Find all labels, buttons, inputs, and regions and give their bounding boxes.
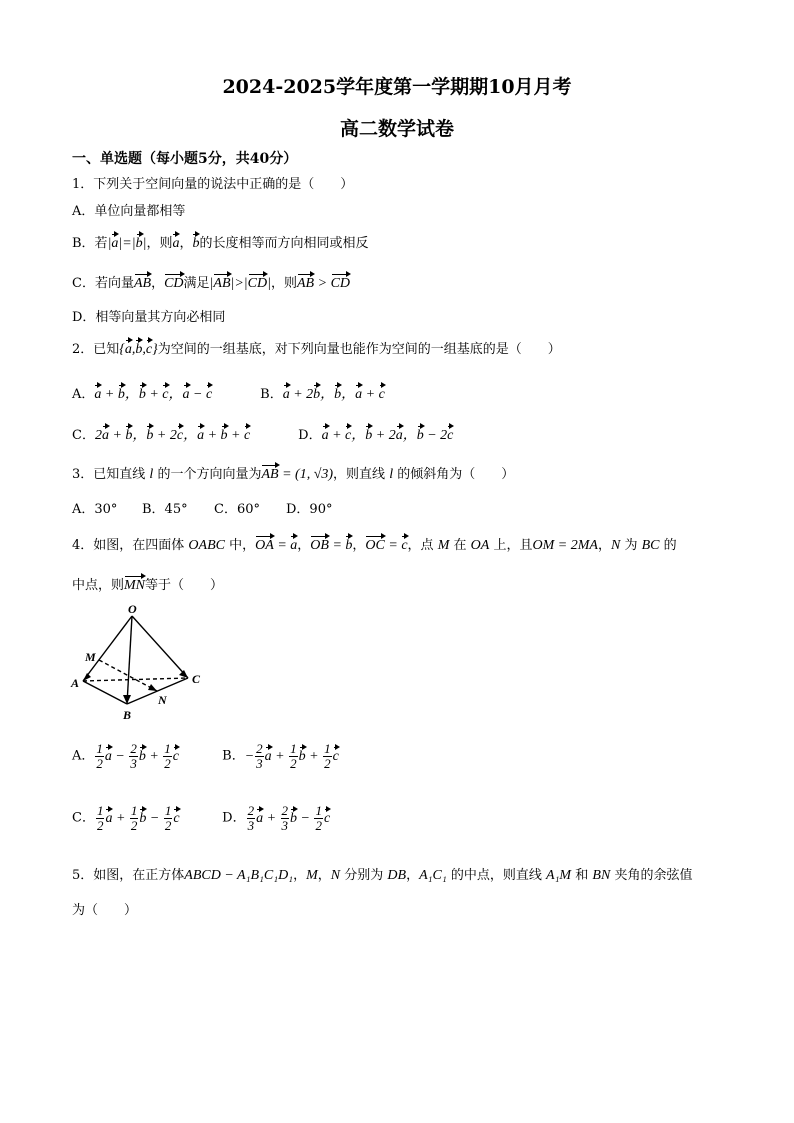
point-N: N bbox=[330, 868, 341, 883]
vector-AB: AB bbox=[297, 273, 314, 292]
vector-b: b bbox=[139, 746, 146, 765]
tetrahedron-figure bbox=[66, 602, 216, 724]
q4-d-label: D． bbox=[222, 810, 246, 826]
q4-mid4: 上，且 bbox=[493, 538, 533, 553]
vector-a: a bbox=[355, 384, 362, 403]
arrow-OA bbox=[83, 673, 91, 681]
vector-a: a bbox=[256, 808, 263, 827]
q4-mid3: 在 bbox=[453, 538, 467, 553]
edge-AB bbox=[83, 681, 127, 704]
q1-option-a: A．单位向量都相等 bbox=[72, 204, 186, 219]
q1-b-mid: ，则 bbox=[146, 236, 173, 251]
point-M: M bbox=[306, 868, 318, 883]
q4-option-a: A． $\frac{1}{2}$ a − $\frac{2}{3}$ b + $\frac{1}{2}$ c bbox=[72, 741, 180, 771]
q4-pre: 4．如图，在四面体 bbox=[72, 538, 185, 553]
cube-name: ABCD − A₁B₁C₁D₁ bbox=[184, 868, 294, 883]
label-M: M bbox=[85, 650, 96, 664]
q4-c-label: C． bbox=[72, 810, 95, 826]
q5-mid5: 夹角的余弦值 bbox=[614, 868, 693, 883]
q3-options bbox=[72, 498, 332, 517]
q4-equation: OM = 2MA bbox=[532, 538, 598, 553]
vector-a: a bbox=[94, 384, 101, 403]
q2-options-cd bbox=[72, 424, 453, 444]
vector-b: b bbox=[139, 384, 146, 403]
q5-pre: 5．如图，在正方体 bbox=[72, 868, 185, 883]
q4-stem-line2 bbox=[72, 574, 223, 594]
q4-stem-line1: 4．如图，在四面体 OABC 中，OA = a，OB = b，OC = c，点 M 在 OA 上，且OM = 2MA，N 为 BC 的 bbox=[72, 534, 677, 554]
segment-BC: BC bbox=[641, 538, 660, 553]
vector-b: b bbox=[290, 808, 297, 827]
q3-stem: 3．已知直线 l 的一个方向向量为AB = (1, √3)，则直线 l 的倾斜角为（ ） bbox=[72, 463, 514, 483]
vector-b: b bbox=[313, 384, 320, 403]
vector-c: c bbox=[162, 384, 168, 403]
q2-stem: 2．已知{a,b,c}为空间的一组基底，对下列向量也能作为空间的一组基底的是（ ） bbox=[72, 338, 561, 358]
label-O: O bbox=[128, 602, 137, 616]
vector-a: a bbox=[105, 808, 112, 827]
q2-d-label: D． bbox=[298, 428, 322, 443]
q1-c-mid: 满足 bbox=[183, 276, 210, 291]
q5-mid2: 分别为 bbox=[344, 868, 384, 883]
q4-option-c: C． $\frac{1}{2}$ a + $\frac{1}{2}$ b − $\frac{1}{2}$ c bbox=[72, 803, 180, 833]
q4-option-b: B．− $\frac{2}{3}$ a + $\frac{1}{2}$ b + $\frac{1}{2}$ c bbox=[222, 741, 339, 771]
vector-c: c bbox=[177, 425, 183, 444]
vector-CD: CD bbox=[331, 273, 350, 292]
vector-c: c bbox=[324, 808, 330, 827]
q4-mid2: ，点 bbox=[407, 538, 434, 553]
arrowheads bbox=[83, 670, 188, 704]
vector-CD: CD bbox=[164, 273, 183, 292]
vector-AB: AB bbox=[261, 464, 278, 483]
vector-CD: CD bbox=[248, 273, 267, 292]
q1-c-pre: C．若向量 bbox=[72, 276, 134, 291]
vector-a: a bbox=[105, 746, 112, 765]
vector-c: c bbox=[146, 339, 152, 358]
q1-option-c: C．若向量AB，CD满足|AB|>|CD|，则AB > CD bbox=[72, 272, 350, 292]
vector-b: b bbox=[365, 425, 372, 444]
q2-option-b: B．a + 2b，b，a + c bbox=[260, 383, 385, 403]
q4-option-d: D． $\frac{2}{3}$ a + $\frac{2}{3}$ b − $\frac{1}{2}$ c bbox=[222, 803, 331, 833]
vector-b: b bbox=[136, 233, 143, 252]
q4-mid1: 中， bbox=[229, 538, 256, 553]
vector-b: b bbox=[146, 425, 153, 444]
vector-c: c bbox=[333, 746, 339, 765]
q4-options-ab bbox=[72, 742, 339, 771]
q2-options-ab bbox=[72, 383, 385, 403]
point-N: N bbox=[610, 538, 621, 553]
vector-a: a bbox=[265, 746, 272, 765]
edge-OB bbox=[127, 616, 132, 704]
line-l: l bbox=[149, 467, 154, 482]
q5-stem-line2: 为（ ） bbox=[72, 903, 138, 918]
vector-b: b bbox=[221, 425, 228, 444]
q3-pre: 3．已知直线 bbox=[72, 467, 146, 482]
vector-AB: AB bbox=[213, 273, 230, 292]
label-N: N bbox=[158, 693, 167, 707]
vector-c: c bbox=[244, 425, 250, 444]
q3-option-c: C．60° bbox=[214, 502, 260, 517]
q1-option-d: D．相等向量其方向必相同 bbox=[72, 310, 226, 325]
q1-b-pre: B．若 bbox=[72, 236, 108, 251]
q3-post2: 的倾斜角为（ ） bbox=[397, 467, 515, 482]
q2-option-c: C．2a + b，b + 2c，a + b + c bbox=[72, 424, 294, 444]
vector-c: c bbox=[206, 384, 212, 403]
edge-OA bbox=[83, 616, 132, 681]
q5-mid3: 的中点，则直线 bbox=[450, 868, 542, 883]
q3-option-d: D．90° bbox=[286, 502, 333, 517]
vector-b: b bbox=[299, 746, 306, 765]
vector-b: b bbox=[345, 535, 352, 554]
label-B: B bbox=[123, 708, 132, 722]
vector-a: a bbox=[125, 339, 132, 358]
vector-a: a bbox=[102, 425, 109, 444]
arrow-OC bbox=[179, 670, 188, 678]
q4-a-label: A． bbox=[72, 748, 95, 764]
edge-OC bbox=[132, 616, 188, 678]
tetrahedron-edges bbox=[83, 616, 188, 704]
vector-c: c bbox=[345, 425, 351, 444]
line-A1M: A₁M bbox=[546, 868, 572, 883]
segment-OA: OA bbox=[470, 538, 490, 553]
q1-option-b: B．若|a|=|b|，则a，b的长度相等而方向相同或相反 bbox=[72, 232, 368, 252]
vector-a: a bbox=[283, 384, 290, 403]
vector-a: a bbox=[111, 233, 118, 252]
tetra-name: OABC bbox=[188, 538, 225, 553]
q4-line2-post: 等于（ ） bbox=[145, 578, 224, 593]
vector-c: c bbox=[173, 808, 179, 827]
vector-c: c bbox=[401, 535, 407, 554]
q4-b-label: B． bbox=[222, 748, 245, 764]
q4-mid6: 为 bbox=[624, 538, 638, 553]
q4-line2-pre: 中点，则 bbox=[72, 578, 125, 593]
vector-c: c bbox=[447, 425, 453, 444]
exam-subtitle: 高二数学试卷 bbox=[339, 118, 454, 140]
q3-post: ，则直线 bbox=[333, 467, 386, 482]
q2-post: 为空间的一组基底，对下列向量也能作为空间的一组基底的是（ ） bbox=[157, 342, 561, 357]
q2-pre: 2．已知 bbox=[72, 342, 120, 357]
q4-mid7: 的 bbox=[663, 538, 677, 553]
q5-stem-line1 bbox=[72, 864, 692, 884]
q2-c-label: C． bbox=[72, 428, 95, 443]
comma: ， bbox=[317, 868, 331, 883]
q3-option-b: B．45° bbox=[142, 502, 188, 517]
vector-b: b bbox=[139, 808, 146, 827]
vector-b: b bbox=[135, 339, 142, 358]
q2-b-label: B． bbox=[260, 387, 283, 402]
vector-b: b bbox=[125, 425, 132, 444]
q5-mid1: ， bbox=[293, 868, 307, 883]
vector-a: a bbox=[197, 425, 204, 444]
edge-AC bbox=[83, 678, 188, 681]
vector-c: c bbox=[173, 746, 179, 765]
label-C: C bbox=[192, 672, 201, 686]
segment-DB: DB bbox=[387, 868, 407, 883]
vector-MN: MN bbox=[124, 575, 145, 594]
q3-option-a: A．30° bbox=[72, 502, 118, 517]
line-BN: BN bbox=[592, 868, 611, 883]
q3-mid: 的一个方向向量为 bbox=[157, 467, 262, 482]
vector-b: b bbox=[118, 384, 125, 403]
q2-a-label: A． bbox=[72, 387, 95, 402]
q4-options-cd bbox=[72, 804, 330, 833]
q4-mid5: ， bbox=[597, 538, 611, 553]
label-A: A bbox=[71, 676, 80, 690]
vector-OC: OC bbox=[365, 535, 384, 554]
section-heading: 一、单选题（每小题5分，共40分） bbox=[72, 151, 298, 167]
vector-b: b bbox=[417, 425, 424, 444]
vector-a: a bbox=[183, 384, 190, 403]
exam-title: 2024-2025学年度第一学期期10月月考 bbox=[222, 76, 572, 98]
vector-a: a bbox=[290, 535, 297, 554]
vector-OB: OB bbox=[310, 535, 329, 554]
q1-c-then: ，则 bbox=[270, 276, 297, 291]
vector-c: c bbox=[379, 384, 385, 403]
vector-b: b bbox=[334, 384, 341, 403]
vector-OA: OA bbox=[255, 535, 274, 554]
q5-mid4: 和 bbox=[575, 868, 589, 883]
vector-a: a bbox=[396, 425, 403, 444]
q2-option-a: A．a + b，b + c，a − c bbox=[72, 383, 256, 403]
line-l: l bbox=[389, 467, 394, 482]
vector-a: a bbox=[172, 233, 179, 252]
point-M: M bbox=[437, 538, 450, 553]
arrow-MN bbox=[148, 684, 157, 691]
q1-b-post: 的长度相等而方向相同或相反 bbox=[199, 236, 369, 251]
q2-option-d: D．a + c，b + 2a，b − 2c bbox=[298, 424, 453, 444]
vector-AB: AB bbox=[134, 273, 151, 292]
vector-a: a bbox=[322, 425, 329, 444]
segment-A1C1: A₁C₁ bbox=[419, 868, 447, 883]
vector-b: b bbox=[192, 233, 199, 252]
comma2: ， bbox=[406, 868, 420, 883]
q1-stem: 1．下列关于空间向量的说法中正确的是（ ） bbox=[72, 177, 354, 192]
